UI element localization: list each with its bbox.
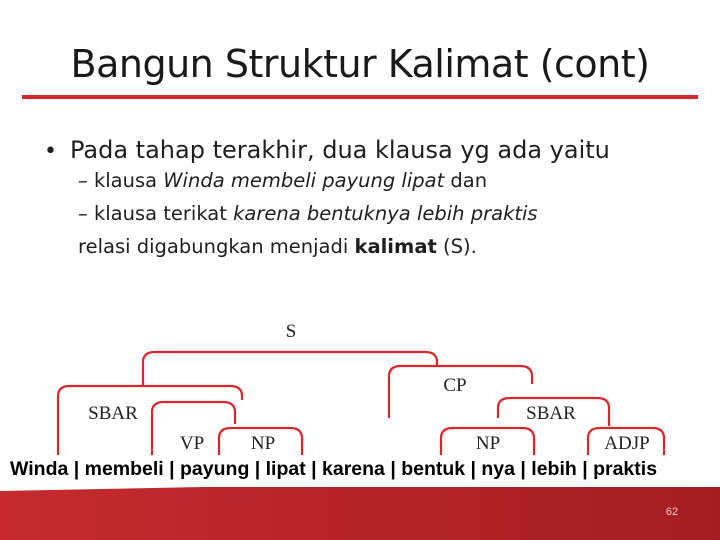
slide-body xyxy=(44,136,704,263)
sub-line-main-clause xyxy=(78,164,704,197)
sub-line-prefix: relasi digabungkan menjadi xyxy=(78,235,355,258)
node-s: S xyxy=(285,321,297,342)
node-np-left: NP xyxy=(250,433,276,454)
sub-line-suffix: dan xyxy=(444,169,488,192)
sub-line-italic: Winda membeli payung lipat xyxy=(163,169,445,192)
slide-title: Bangun Struktur Kalimat (cont) xyxy=(70,42,650,86)
node-cp: CP xyxy=(443,375,467,396)
node-np-right: NP xyxy=(475,433,501,454)
page-number: 62 xyxy=(665,506,679,518)
sub-line-suffix: (S). xyxy=(436,235,477,258)
node-vp: VP xyxy=(179,433,205,454)
sub-line-italic: karena bentuknya lebih praktis xyxy=(233,202,538,225)
sub-line-relation xyxy=(78,230,704,263)
syntax-tree xyxy=(0,300,720,460)
sub-line-bold: kalimat xyxy=(354,235,437,258)
node-sbar-left: SBAR xyxy=(88,403,138,424)
bullet-icon: • xyxy=(44,139,57,164)
bullet-item xyxy=(44,136,704,164)
sub-line-prefix: – klausa xyxy=(78,169,164,192)
bullet-text: Pada tahap terakhir, dua klausa yg ada yaitu xyxy=(70,136,610,164)
sub-line-prefix: – klausa terikat xyxy=(78,202,234,225)
node-adjp: ADJP xyxy=(604,433,650,454)
sentence-tokens: Winda | membeli | payung | lipat | karena | bentuk | nya | lebih | praktis xyxy=(10,458,658,480)
node-sbar-right: SBAR xyxy=(526,403,576,424)
title-underline xyxy=(22,95,698,99)
sub-line-bound-clause xyxy=(78,197,704,230)
